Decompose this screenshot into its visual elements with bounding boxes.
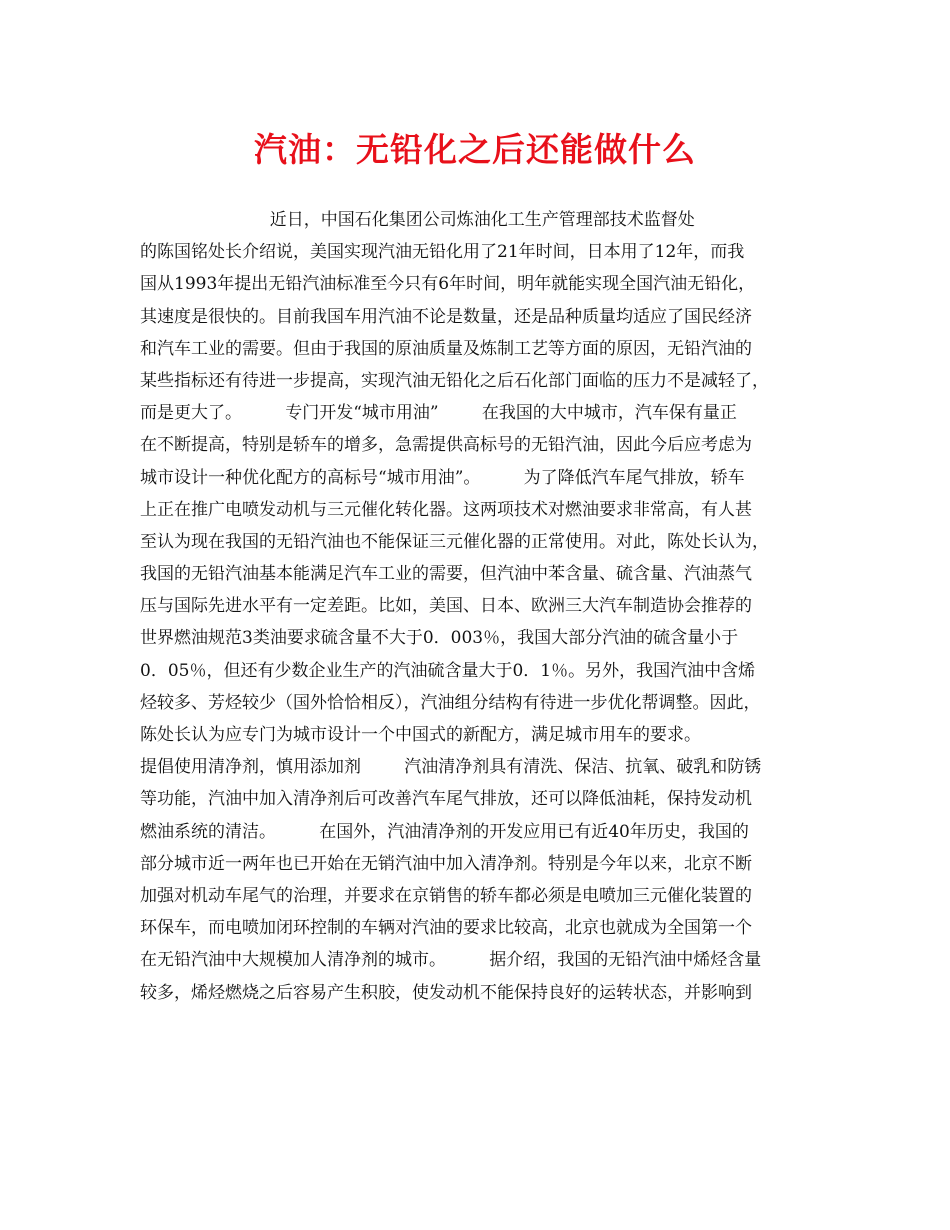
body-line: 世界燃油规范3类油要求硫含量不大于0．003％，我国大部分汽油的硫含量小于 xyxy=(140,628,739,649)
body-line: 城市设计一种优化配方的高标号“城市用油”。 为了降低汽车尾气排放，轿车 xyxy=(140,467,745,488)
body-line: 燃油系统的清洁。 在国外，汽油清净剂的开发应用已有近40年历史，我国的 xyxy=(140,821,749,842)
body-line: 0．05％，但还有少数企业生产的汽油硫含量大于0．1％。另外，我国汽油中含烯 xyxy=(140,660,756,681)
body-line: 提倡使用清净剂，慎用添加剂 汽油清净剂具有清洗、保洁、抗氧、破乳和防锈 xyxy=(140,757,762,778)
body-line: 而是更大了。 专门开发“城市用油” 在我国的大中城市，汽车保有量正 xyxy=(140,403,737,424)
body-line: 至认为现在我国的无铅汽油也不能保证三元催化器的正常使用。对此，陈处长认为， xyxy=(140,531,769,552)
body-line: 压与国际先进水平有一定差距。比如，美国、日本、欧洲三大汽车制造协会推荐的 xyxy=(140,596,752,617)
document-body xyxy=(140,204,820,1009)
body-line: 环保车，而电喷加闭环控制的车辆对汽油的要求比较高，北京也就成为全国第一个 xyxy=(140,918,752,939)
body-line: 某些指标还有待进一步提高，实现汽油无铅化之后石化部门面临的压力不是减轻了， xyxy=(140,370,769,391)
body-line: 在无铅汽油中大规模加人清净剂的城市。 据介绍，我国的无铅汽油中烯烃含量 xyxy=(140,950,762,971)
document-title: 汽油：无铅化之后还能做什么 xyxy=(254,130,696,169)
body-line: 较多，烯烃燃烧之后容易产生积胶，使发动机不能保持良好的运转状态，并影响到 xyxy=(140,982,752,1003)
body-line: 近日，中国石化集团公司炼油化工生产管理部技术监督处 xyxy=(140,210,695,230)
body-line: 国从1993年提出无铅汽油标准至今只有6年时间，明年就能实现全国汽油无铅化， xyxy=(140,274,756,295)
body-line: 陈处长认为应专门为城市设计一个中国式的新配方，满足城市用车的要求。 xyxy=(140,725,701,745)
body-line: 等功能，汽油中加入清净剂后可改善汽车尾气排放，还可以降低油耗，保持发动机 xyxy=(140,789,752,810)
body-line: 上正在推广电喷发动机与三元催化转化器。这两项技术对燃油要求非常高，有人甚 xyxy=(140,499,752,520)
body-line: 烃较多、芳烃较少（国外恰恰相反），汽油组分结构有待进一步优化帮调整。因此， xyxy=(140,692,761,713)
body-line: 在不断提高，特别是轿车的增多，急需提供高标号的无铅汽油，因此今后应考虑为 xyxy=(140,435,752,456)
body-line: 的陈国铭处长介绍说，美国实现汽油无铅化用了21年时间，日本用了12年，而我 xyxy=(140,242,745,263)
body-line: 部分城市近一两年也已开始在无销汽油中加入清净剂。特别是今年以来，北京不断 xyxy=(140,853,752,874)
body-line: 其速度是很快的。目前我国车用汽油不论是数量，还是品种质量均适应了国民经济 xyxy=(140,306,752,327)
body-line: 我国的无铅汽油基本能满足汽车工业的需要，但汽油中苯含量、硫含量、汽油蒸气 xyxy=(140,564,752,585)
body-line: 加强对机动车尾气的治理，并要求在京销售的轿车都必须是电喷加三元催化装置的 xyxy=(140,885,752,906)
body-line: 和汽车工业的需要。但由于我国的原油质量及炼制工艺等方面的原因，无铅汽油的 xyxy=(140,338,752,359)
